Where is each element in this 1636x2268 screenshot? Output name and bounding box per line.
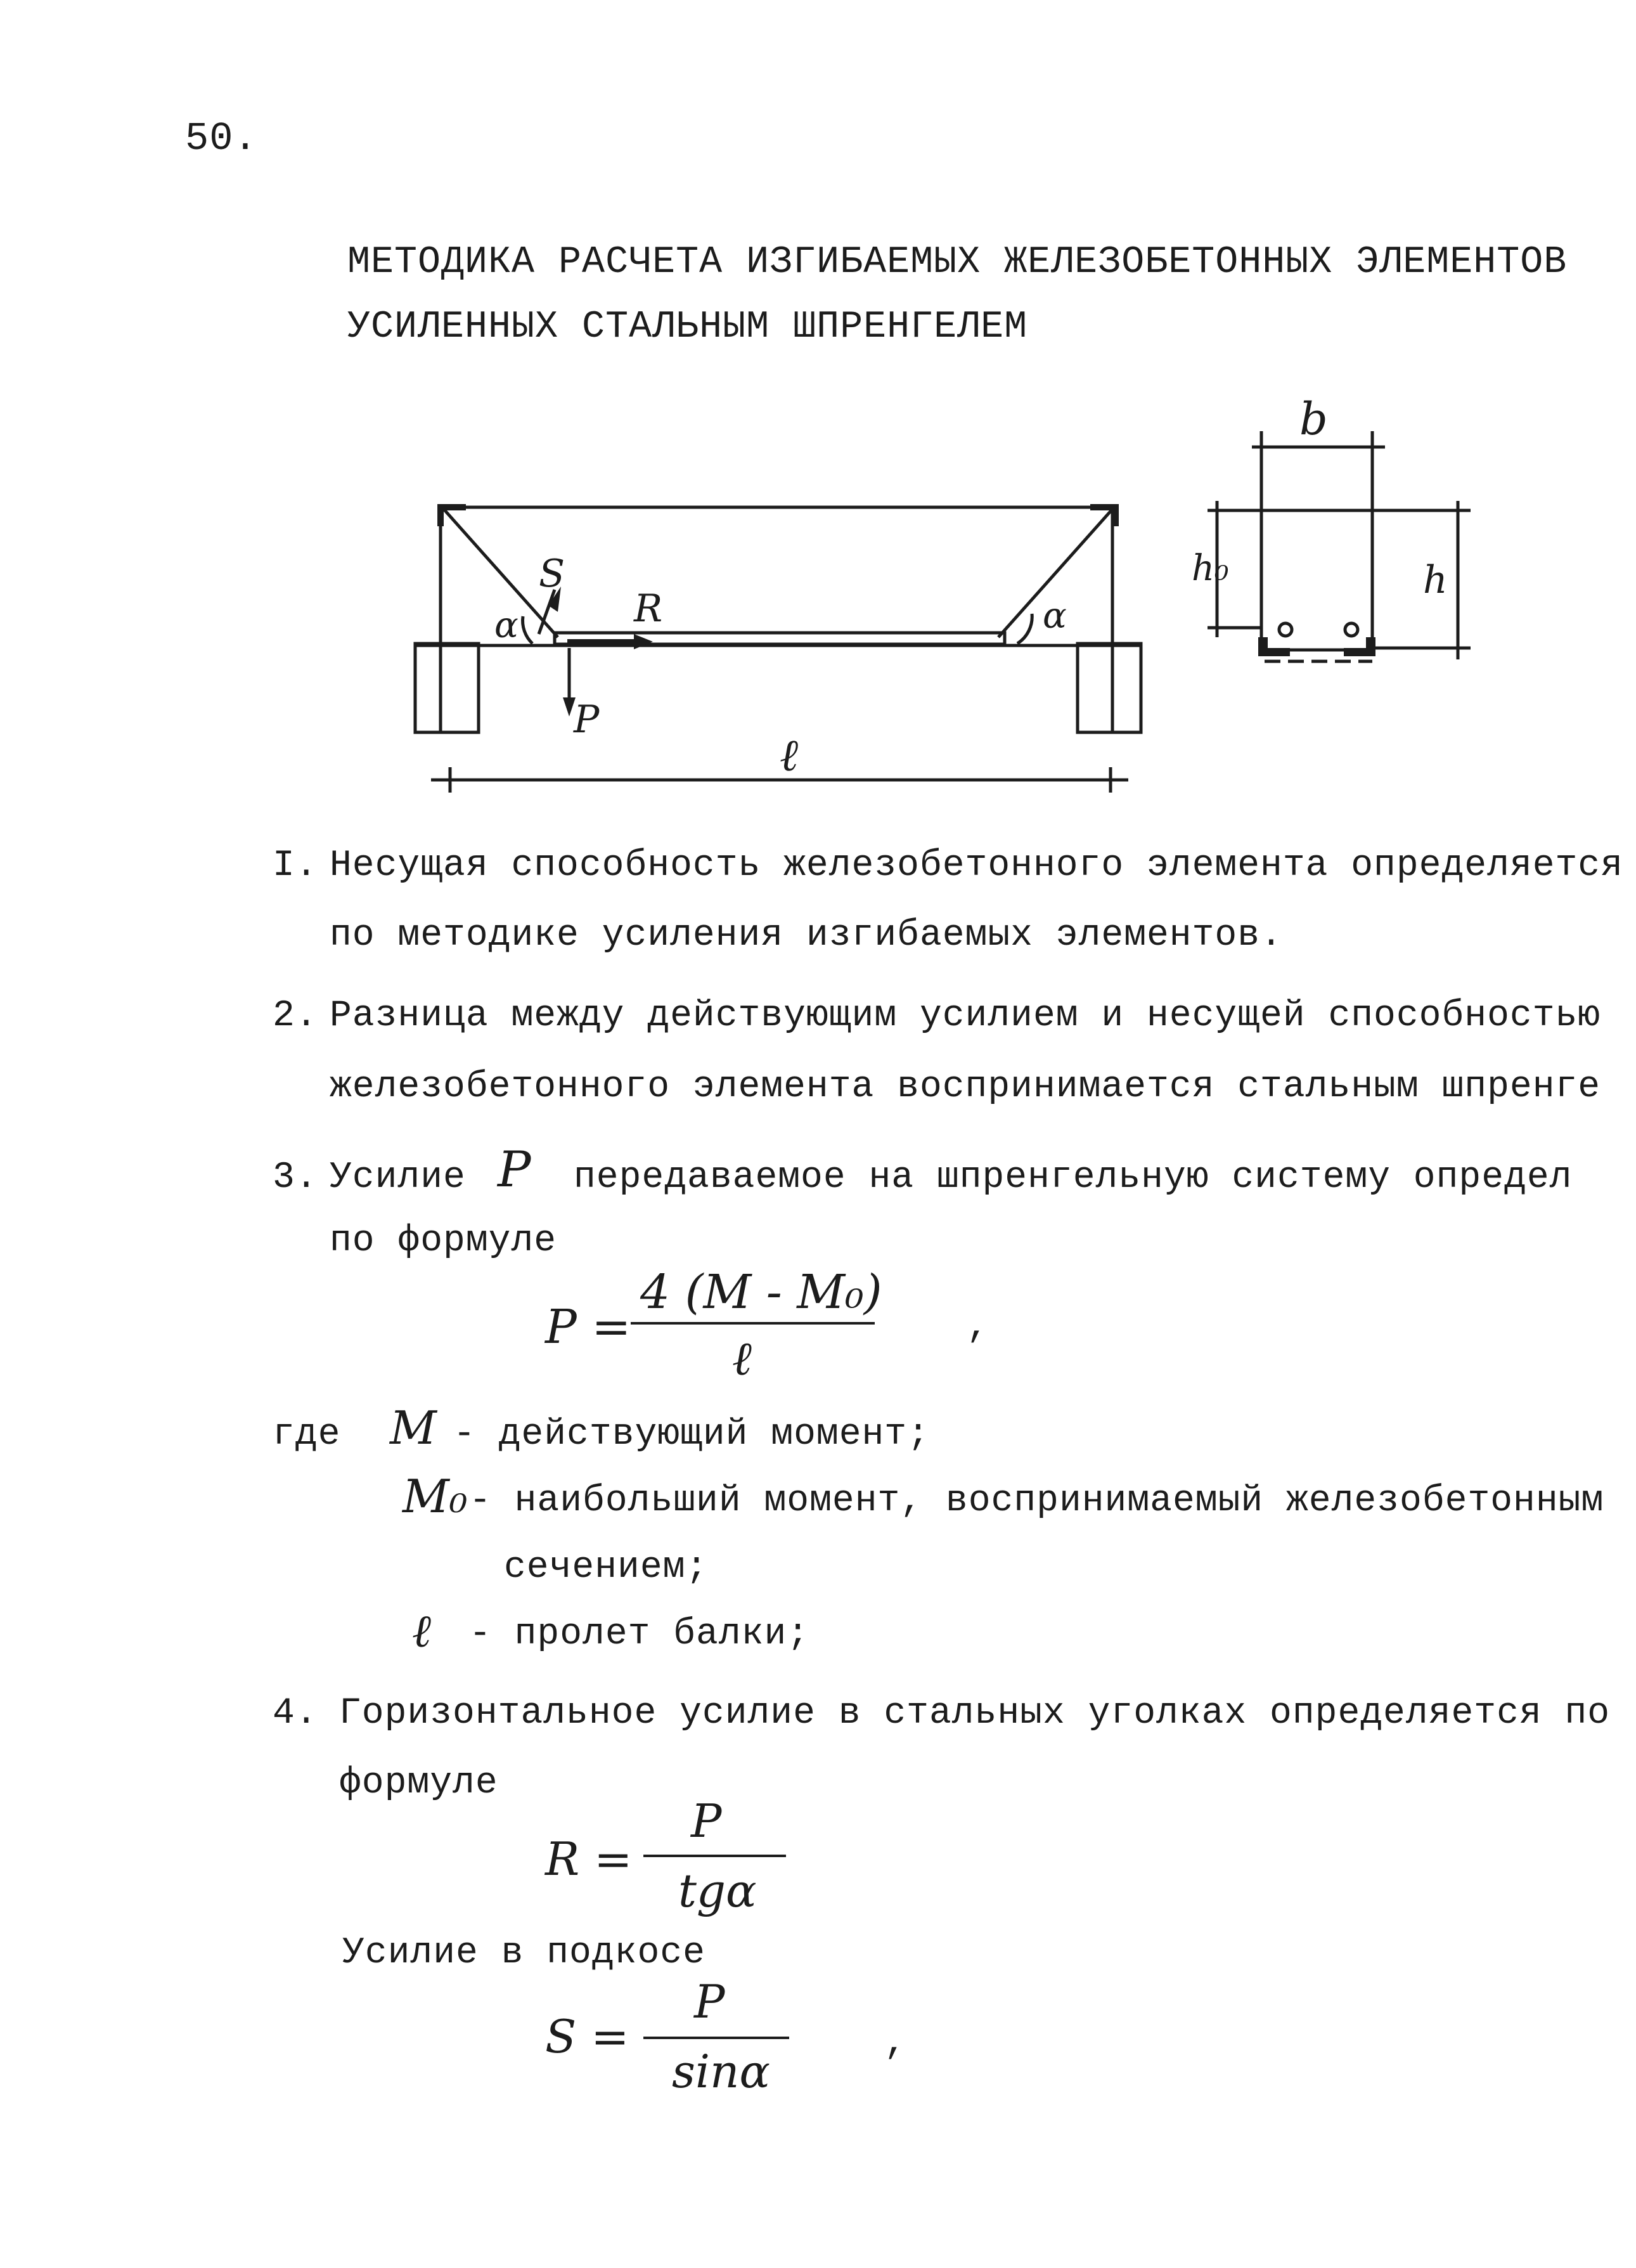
- item-2-number: 2.: [273, 995, 318, 1037]
- def-2-continuation: сечением;: [504, 1547, 709, 1588]
- formula-1-numerator: 4 (M - M₀): [640, 1265, 882, 1319]
- item-3-line-1a: Усилие: [330, 1157, 466, 1198]
- label-b: b: [1299, 393, 1328, 445]
- page-number: 50.: [185, 116, 258, 161]
- label-R: R: [634, 586, 663, 631]
- formula-2-numerator: P: [691, 1794, 722, 1848]
- formula-3-comma: ,: [884, 2023, 907, 2064]
- formula-3-fraction-bar: [643, 2037, 789, 2039]
- item-2-line-2: железобетонного элемента воспринимается стальным шпренге: [330, 1066, 1601, 1108]
- def-1-symbol: M: [390, 1401, 437, 1455]
- item-2-line-1: Разница между действующим усилием и несущей способностью: [330, 995, 1601, 1037]
- def-2-text: - наибольший момент, воспринимаемый железобетонным: [469, 1481, 1604, 1522]
- where-word: где: [273, 1414, 341, 1455]
- item-4-line-2: формуле: [339, 1763, 498, 1804]
- item-3-line-1b: передаваемое на шпренгельную систему определ: [574, 1157, 1573, 1198]
- label-P: P: [574, 697, 600, 742]
- brace-text: Усилие в подкосе: [342, 1933, 705, 1974]
- formula-3-lhs: S =: [545, 2010, 629, 2063]
- label-alpha-right: α: [1043, 595, 1067, 637]
- formula-3-numerator: P: [694, 1975, 725, 2028]
- label-S: S: [539, 552, 565, 596]
- formula-2-fraction-bar: [643, 1855, 786, 1857]
- label-h0: h₀: [1192, 548, 1229, 589]
- item-3-number: 3.: [273, 1157, 318, 1198]
- item-4-line-1: Горизонтальное усилие в стальных уголках определяется по: [339, 1693, 1611, 1734]
- formula-2-denominator: tgα: [678, 1864, 757, 1917]
- formula-1-comma: ,: [967, 1306, 989, 1347]
- label-h: h: [1423, 558, 1448, 602]
- title-line-1: МЕТОДИКА РАСЧЕТА ИЗГИБАЕМЫХ ЖЕЛЕЗОБЕТОННЫХ ЭЛЕМЕНТОВ: [347, 241, 1568, 284]
- formula-1-lhs: P =: [545, 1300, 631, 1354]
- label-alpha-left: α: [494, 605, 518, 646]
- def-2-symbol: M₀: [403, 1470, 468, 1523]
- label-l: ℓ: [780, 729, 799, 781]
- formula-1-fraction-bar: [631, 1322, 875, 1325]
- cross-section-diagram: [0, 0, 1636, 824]
- formula-3-denominator: sinα: [672, 2045, 770, 2098]
- def-3-text: - пролет балки;: [469, 1614, 810, 1655]
- title-line-2: УСИЛЕННЫХ СТАЛЬНЫМ ШПРЕНГЕЛЕМ: [347, 306, 1028, 349]
- formula-1-denominator: ℓ: [732, 1332, 752, 1386]
- formula-2-lhs: R =: [545, 1832, 633, 1886]
- def-1-text: - действующий момент;: [453, 1414, 930, 1455]
- item-4-number: 4.: [273, 1693, 318, 1734]
- item-1-number: I.: [273, 845, 318, 886]
- item-3-var-P: P: [498, 1141, 531, 1198]
- item-3-line-2: по формуле: [330, 1221, 557, 1262]
- def-3-symbol: ℓ: [412, 1604, 431, 1657]
- item-1-line-1: Несущая способность железобетонного элемента определяется: [330, 845, 1623, 886]
- item-1-line-2: по методике усиления изгибаемых элементов.: [330, 915, 1283, 956]
